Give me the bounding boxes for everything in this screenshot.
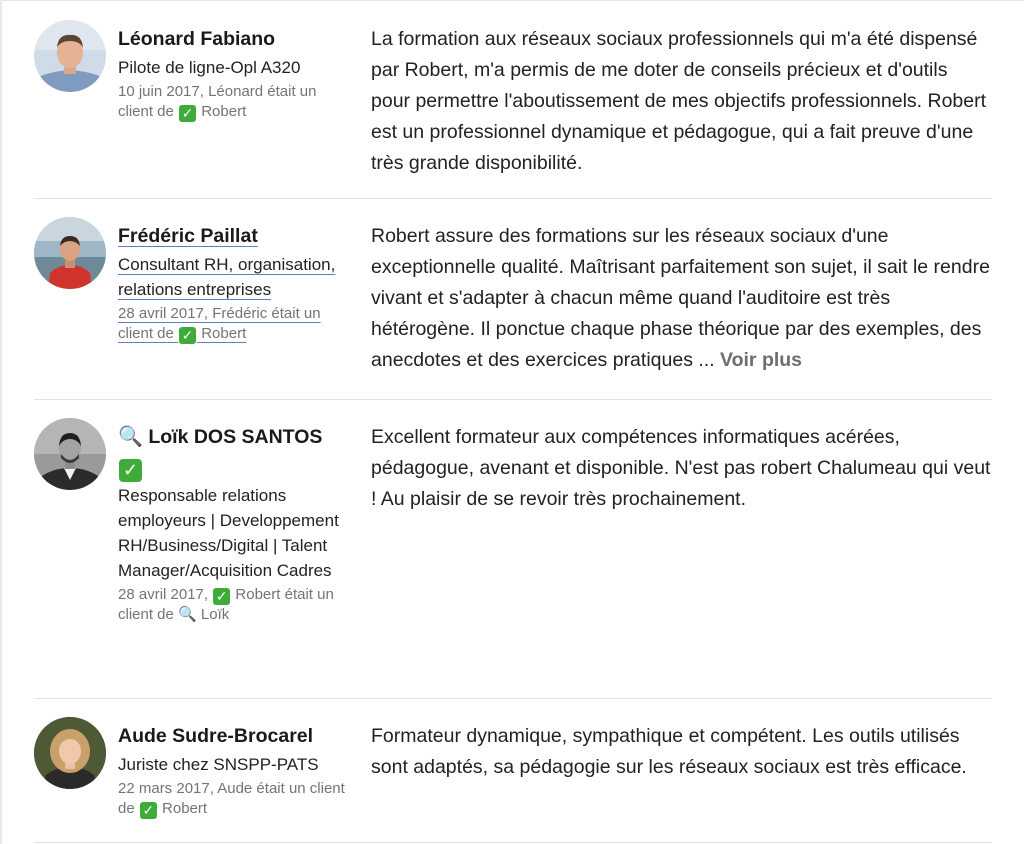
recommender-headline: Responsable relations employeurs | Developpement RH/Business/Digital | Talent Manager/Acquisition Cadres: [118, 486, 339, 580]
recommendation-meta: [118, 779, 353, 819]
profile-block: [118, 422, 353, 625]
profile-block: [118, 721, 353, 819]
meta-text: Robert était un client de: [118, 586, 334, 623]
meta-text: 22 mars 2017, Aude était un client de: [118, 780, 345, 817]
left-border: [0, 0, 2, 844]
avatar[interactable]: [34, 717, 106, 789]
recommendation-text: Formateur dynamique, sympathique et compétent. Les outils utilisés sont adaptés, sa pédagogie sur les réseaux sociaux est très efficace.: [371, 725, 967, 778]
recommendation-item: [34, 2, 992, 199]
profile-block: [118, 221, 353, 344]
magnifier-icon: 🔍: [118, 426, 143, 448]
recommendation-item: [34, 699, 992, 843]
check-icon: ✓: [179, 105, 196, 122]
avatar-photo-loik: [34, 418, 106, 490]
meta-date: 28 avril 2017,: [118, 586, 209, 603]
meta-recipient: Robert: [201, 325, 247, 342]
avatar-photo-frederic: [34, 217, 106, 289]
recommendation-meta-link[interactable]: [118, 304, 353, 344]
check-icon: ✓: [119, 459, 142, 482]
top-border: [0, 0, 1024, 1]
recommendation-text: Excellent formateur aux compétences informatiques acérées, pédagogue, avenant et disponible. N'est pas robert Chalumeau qui veut ! Au plaisir de se revoir très prochainement.: [371, 426, 991, 510]
meta-text: 28 avril 2017, Frédéric était un client de: [118, 305, 321, 342]
recommendation-item: [34, 199, 992, 400]
avatar-photo-aude: [34, 717, 106, 789]
check-icon: ✓: [140, 802, 157, 819]
recommender-name[interactable]: Aude Sudre-Brocarel: [118, 725, 314, 747]
check-icon: ✓: [213, 588, 230, 605]
avatar[interactable]: [34, 418, 106, 490]
recommender-name-text: Loïk DOS SANTOS: [148, 426, 323, 448]
meta-recipient: Loïk: [200, 606, 230, 623]
magnifier-icon: 🔍: [178, 606, 197, 623]
meta-recipient: Robert: [201, 103, 247, 120]
meta-recipient: Robert: [162, 800, 208, 817]
recommendation-item: [34, 400, 992, 699]
avatar-photo-leonard: [34, 20, 106, 92]
recommendation-text: [371, 221, 991, 376]
profile-block: [118, 24, 353, 122]
recommender-headline: Pilote de ligne-Opl A320: [118, 58, 301, 77]
avatar[interactable]: [34, 217, 106, 289]
recommendation-meta: [118, 585, 353, 625]
avatar[interactable]: [34, 20, 106, 92]
recommendation-text: La formation aux réseaux sociaux professionnels qui m'a été dispensé par Robert, m'a permis de me doter de conseils précieux et d'outils pour permettre l'aboutissement de mes objectifs professionnels. Robert est un professionnel dynamique et pédagogue, qui a fait preuve d'une très grande disponibilité.: [371, 28, 987, 174]
recommender-headline-link[interactable]: Consultant RH, organisation, relations entreprises: [118, 255, 336, 299]
recommender-name-link[interactable]: Frédéric Paillat: [118, 225, 258, 247]
recommendation-meta: [118, 82, 353, 122]
recommender-name[interactable]: [118, 422, 353, 482]
recommender-name[interactable]: Léonard Fabiano: [118, 28, 276, 50]
recommendation-text-body: Robert assure des formations sur les réseaux sociaux d'une exceptionnelle qualité. Maîtrisant parfaitement son sujet, il sait le rendre vivant et s'adapter à chacun même quand l'auditoire est très hétérogène. Il ponctue chaque phase théorique par des exemples, des anecdotes et des exercices pratiques ...: [371, 225, 990, 371]
check-icon: ✓: [179, 327, 196, 344]
recommender-headline: Juriste chez SNSPP-PATS: [118, 755, 319, 774]
see-more-link[interactable]: Voir plus: [720, 349, 803, 371]
meta-text: 10 juin 2017, Léonard était un client de: [118, 83, 317, 120]
